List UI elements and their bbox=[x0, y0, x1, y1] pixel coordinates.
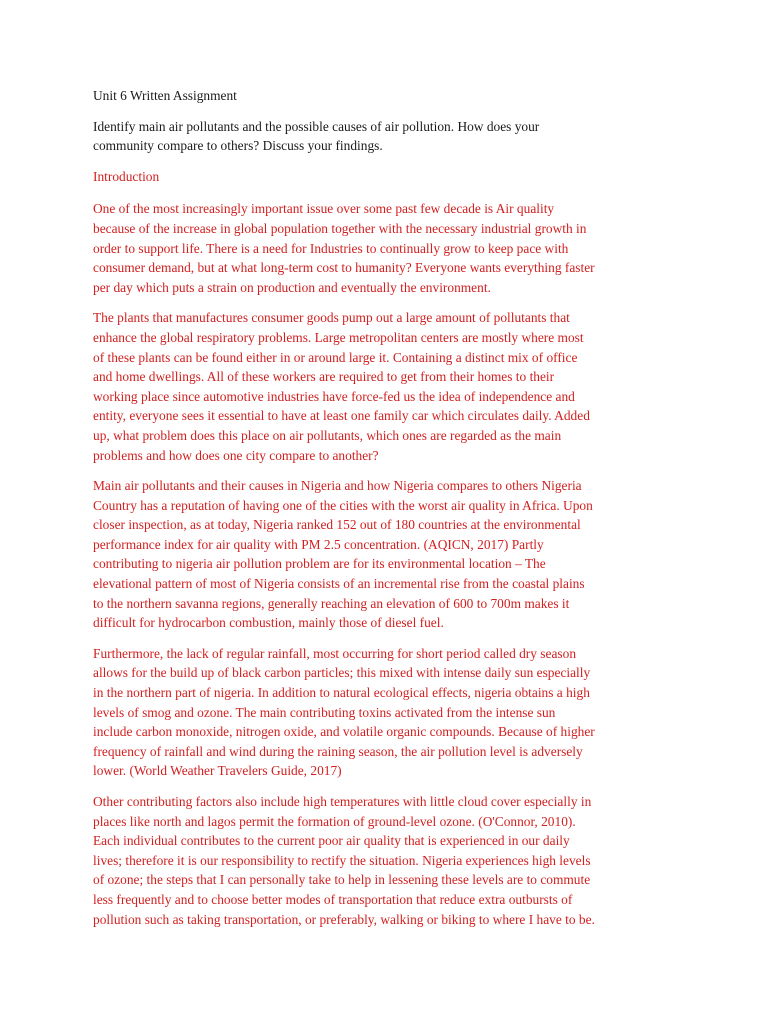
document-title: Unit 6 Written Assignment bbox=[93, 88, 237, 103]
paragraph-2: The plants that manufactures consumer goods pump out a large amount of pollutants that enhance the global respiratory problems. Large metropolitan centers are mostly where most of these plants can be found either in or around large it. Containing a distinct mix of office and home dwellings. All of these workers are required to get from their homes to their working place since automotive industries have force-fed us the idea of independence and entity, everyone sees it essential to have at least one family car which circulates daily. Added up, what problem does this place on air pollutants, which ones are regarded as the main problems and how does one city compare to another? bbox=[93, 310, 590, 463]
paragraph-1: One of the most increasingly important issue over some past few decade is Air quality because of the increase in global population together with the necessary industrial growth in order to support life. There is a need for Industries to continually grow to keep pace with consumer demand, but at what long-term cost to humanity? Everyone wants everything faster per day which puts a strain on production and eventually the environment. bbox=[93, 201, 595, 295]
section-heading-introduction: Introduction bbox=[93, 168, 160, 184]
document-page bbox=[93, 86, 683, 940]
assignment-prompt: Identify main air pollutants and the possible causes of air pollution. How does your community compare to others? Discuss your findings. bbox=[93, 118, 540, 154]
paragraph-3: Main air pollutants and their causes in Nigeria and how Nigeria compares to others Nigeria Country has a reputation of having one of the cities with the worst air quality in Africa. Upon closer inspection, as at today, Nigeria ranked 152 out of 180 countries at the environmental performance index for air quality with PM 2.5 concentration. (AQICN, 2017) Partly contributing to nigeria air pollution problem are for its environmental location – The elevational pattern of most of Nigeria consists of an incremental rise from the coastal plains to the northern savanna regions, generally reaching an elevation of 600 to 700m makes it difficult for hydrocarbon combustion, mainly those of diesel fuel. bbox=[93, 478, 593, 631]
paragraph-5: Other contributing factors also include high temperatures with little cloud cover especially in places like north and lagos permit the formation of ground-level ozone. (O'Connor, 2010). Each individual contributes to the current poor air quality that is experienced in our daily lives; therefore it is our responsibility to rectify the situation. Nigeria experiences high levels of ozone; the steps that I can personally take to help in lessening these levels are to commute less frequently and to choose better modes of transportation that reduce extra outbursts of pollution such as taking transportation, or preferably, walking or biking to where I have to be. bbox=[93, 794, 595, 927]
paragraph-4: Furthermore, the lack of regular rainfall, most occurring for short period called dry season allows for the build up of black carbon particles; this mixed with intense daily sun especially in the northern part of nigeria. In addition to natural ecological effects, nigeria obtains a high levels of smog and ozone. The main contributing toxins activated from the intense sun include carbon monoxide, nitrogen oxide, and volatile organic compounds. Because of higher frequency of rainfall and wind during the raining season, the air pollution level is adversely lower. (World Weather Travelers Guide, 2017) bbox=[93, 645, 595, 779]
